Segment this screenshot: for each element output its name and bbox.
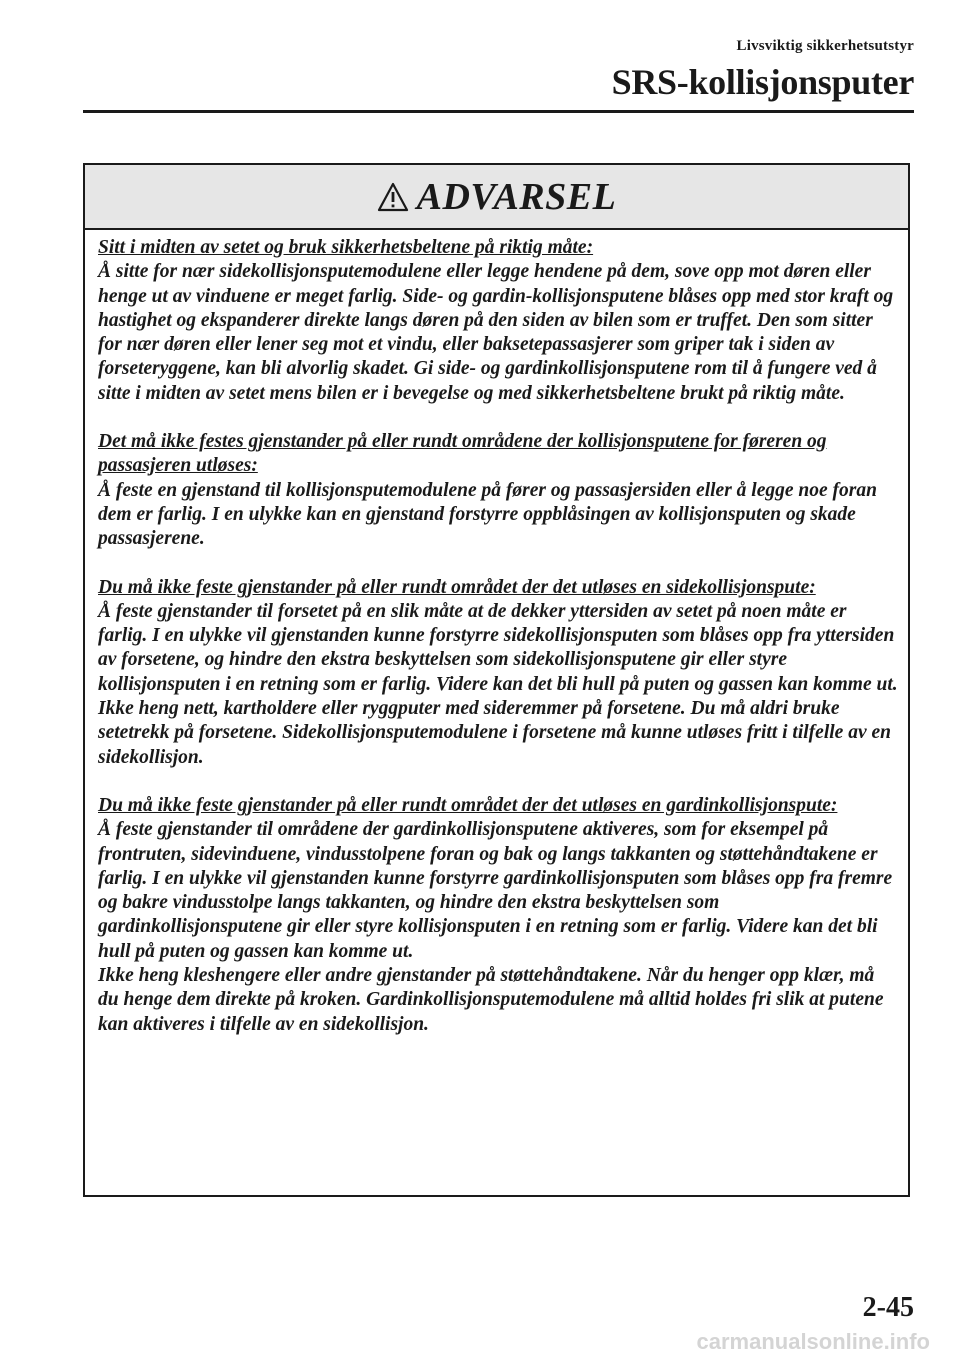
block-text: Å sitte for nær sidekollisjonsputemodulene eller legge hendene på dem, sove opp mot døren eller henge ut av vinduene er meget farlig. Side- og gardin-kollisjonsputene blåses opp med stor kraft og hastighet og ekspanderer direkte langs døren på den siden av bilen som er truffet. Den som sitter for nær døren eller lener seg mot et vindu, eller baksetepassasjerer som griper tak i siden av forseteryggene, kan bli alvorlig skadet. Gi side- og gardinkollisjonsputene rom til å fungere ved å sitte i midten av setet mens bilen er i bevegelse og med sikkerhetsbeltene brukt på riktig måte. xyxy=(98,261,894,404)
block-text: Å feste gjenstander til forsetet på en slik måte at de dekker yttersiden av setet på noen måte er farlig. I en ulykke vil gjenstanden kunne forstyrre sidekollisjonsputen som blåses opp fra yttersiden av forsetene, og hindre den ekstra beskyttelsen som sidekollisjonsputene gir eller styre kollisjonsputen i en retning som er farlig. Videre kan det bli hull på puten og gassen kan komme ut. xyxy=(98,600,898,695)
warning-title: ADVARSEL xyxy=(416,175,617,218)
block-heading: Du må ikke feste gjenstander på eller rundt området der det utløses en sidekollisjonspute: xyxy=(98,576,816,598)
block-text: Ikke heng nett, kartholdere eller ryggputer med sideremmer på forsetene. Du må aldri bruke setetrekk på forsetene. Sidekollisjonsputemodulene i forsetene må kunne utløses fritt i tilfelle av en sidekollisjon. xyxy=(98,698,891,768)
warning-block-seating xyxy=(98,236,898,406)
warning-header xyxy=(85,165,908,230)
section-label: Livsviktig sikkerhetsutstyr xyxy=(736,38,914,54)
block-text: Ikke heng kleshengere eller andre gjenstander på støttehåndtakene. Når du henger opp klær, må du henge dem direkte på kroken. Gardinkollisjonsputemodulene må alltid holdes fri slik at putene kan aktiveres i tilfelle av en sidekollisjon. xyxy=(98,965,884,1035)
block-heading: Det må ikke festes gjenstander på eller rundt områdene der kollisjonsputene for føreren og passasjeren utløses: xyxy=(98,431,827,477)
warning-box xyxy=(83,163,910,1197)
block-heading: Sitt i midten av setet og bruk sikkerhetsbeltene på riktig måte: xyxy=(98,237,594,258)
warning-block-curtain-airbags xyxy=(98,794,898,1037)
block-text: Å feste gjenstander til områdene der gardinkollisjonsputene aktiveres, som for eksempel på frontruten, sidevinduene, vindusstolpene foran og bak og langs takkanten og støttehåndtakene er farlig. I en ulykke vil gjenstanden kunne forstyrre gardinkollisjonsputen som blåses opp fra fremre og bakre vindusstolpe langs takkanten, og hindre den ekstra beskyttelsen som gardinkollisjonsputene gir eller styre kollisjonsputen i en retning som er farlig. Videre kan det bli hull på puten og gassen kan komme ut. xyxy=(98,819,893,962)
page-header xyxy=(612,38,914,103)
page-title: SRS-kollisjonsputer xyxy=(611,62,914,102)
warning-body xyxy=(85,230,908,1037)
warning-triangle-icon xyxy=(377,182,409,212)
warning-block-side-airbags xyxy=(98,576,898,770)
block-heading: Du må ikke feste gjenstander på eller rundt området der det utløses en gardinkollisjonspute: xyxy=(98,794,838,816)
watermark: carmanualsonline.info xyxy=(696,1329,930,1354)
block-text: Å feste en gjenstand til kollisjonsputemodulene på fører og passasjersiden eller å legge noe foran dem er farlig. I en ulykke kan en gjenstand forstyrre oppblåsingen av kollisjonsputen og skade passasjerene. xyxy=(98,479,877,550)
header-divider xyxy=(83,110,914,113)
warning-block-front-airbags xyxy=(98,430,898,551)
page-number: 2-45 xyxy=(862,1292,914,1323)
